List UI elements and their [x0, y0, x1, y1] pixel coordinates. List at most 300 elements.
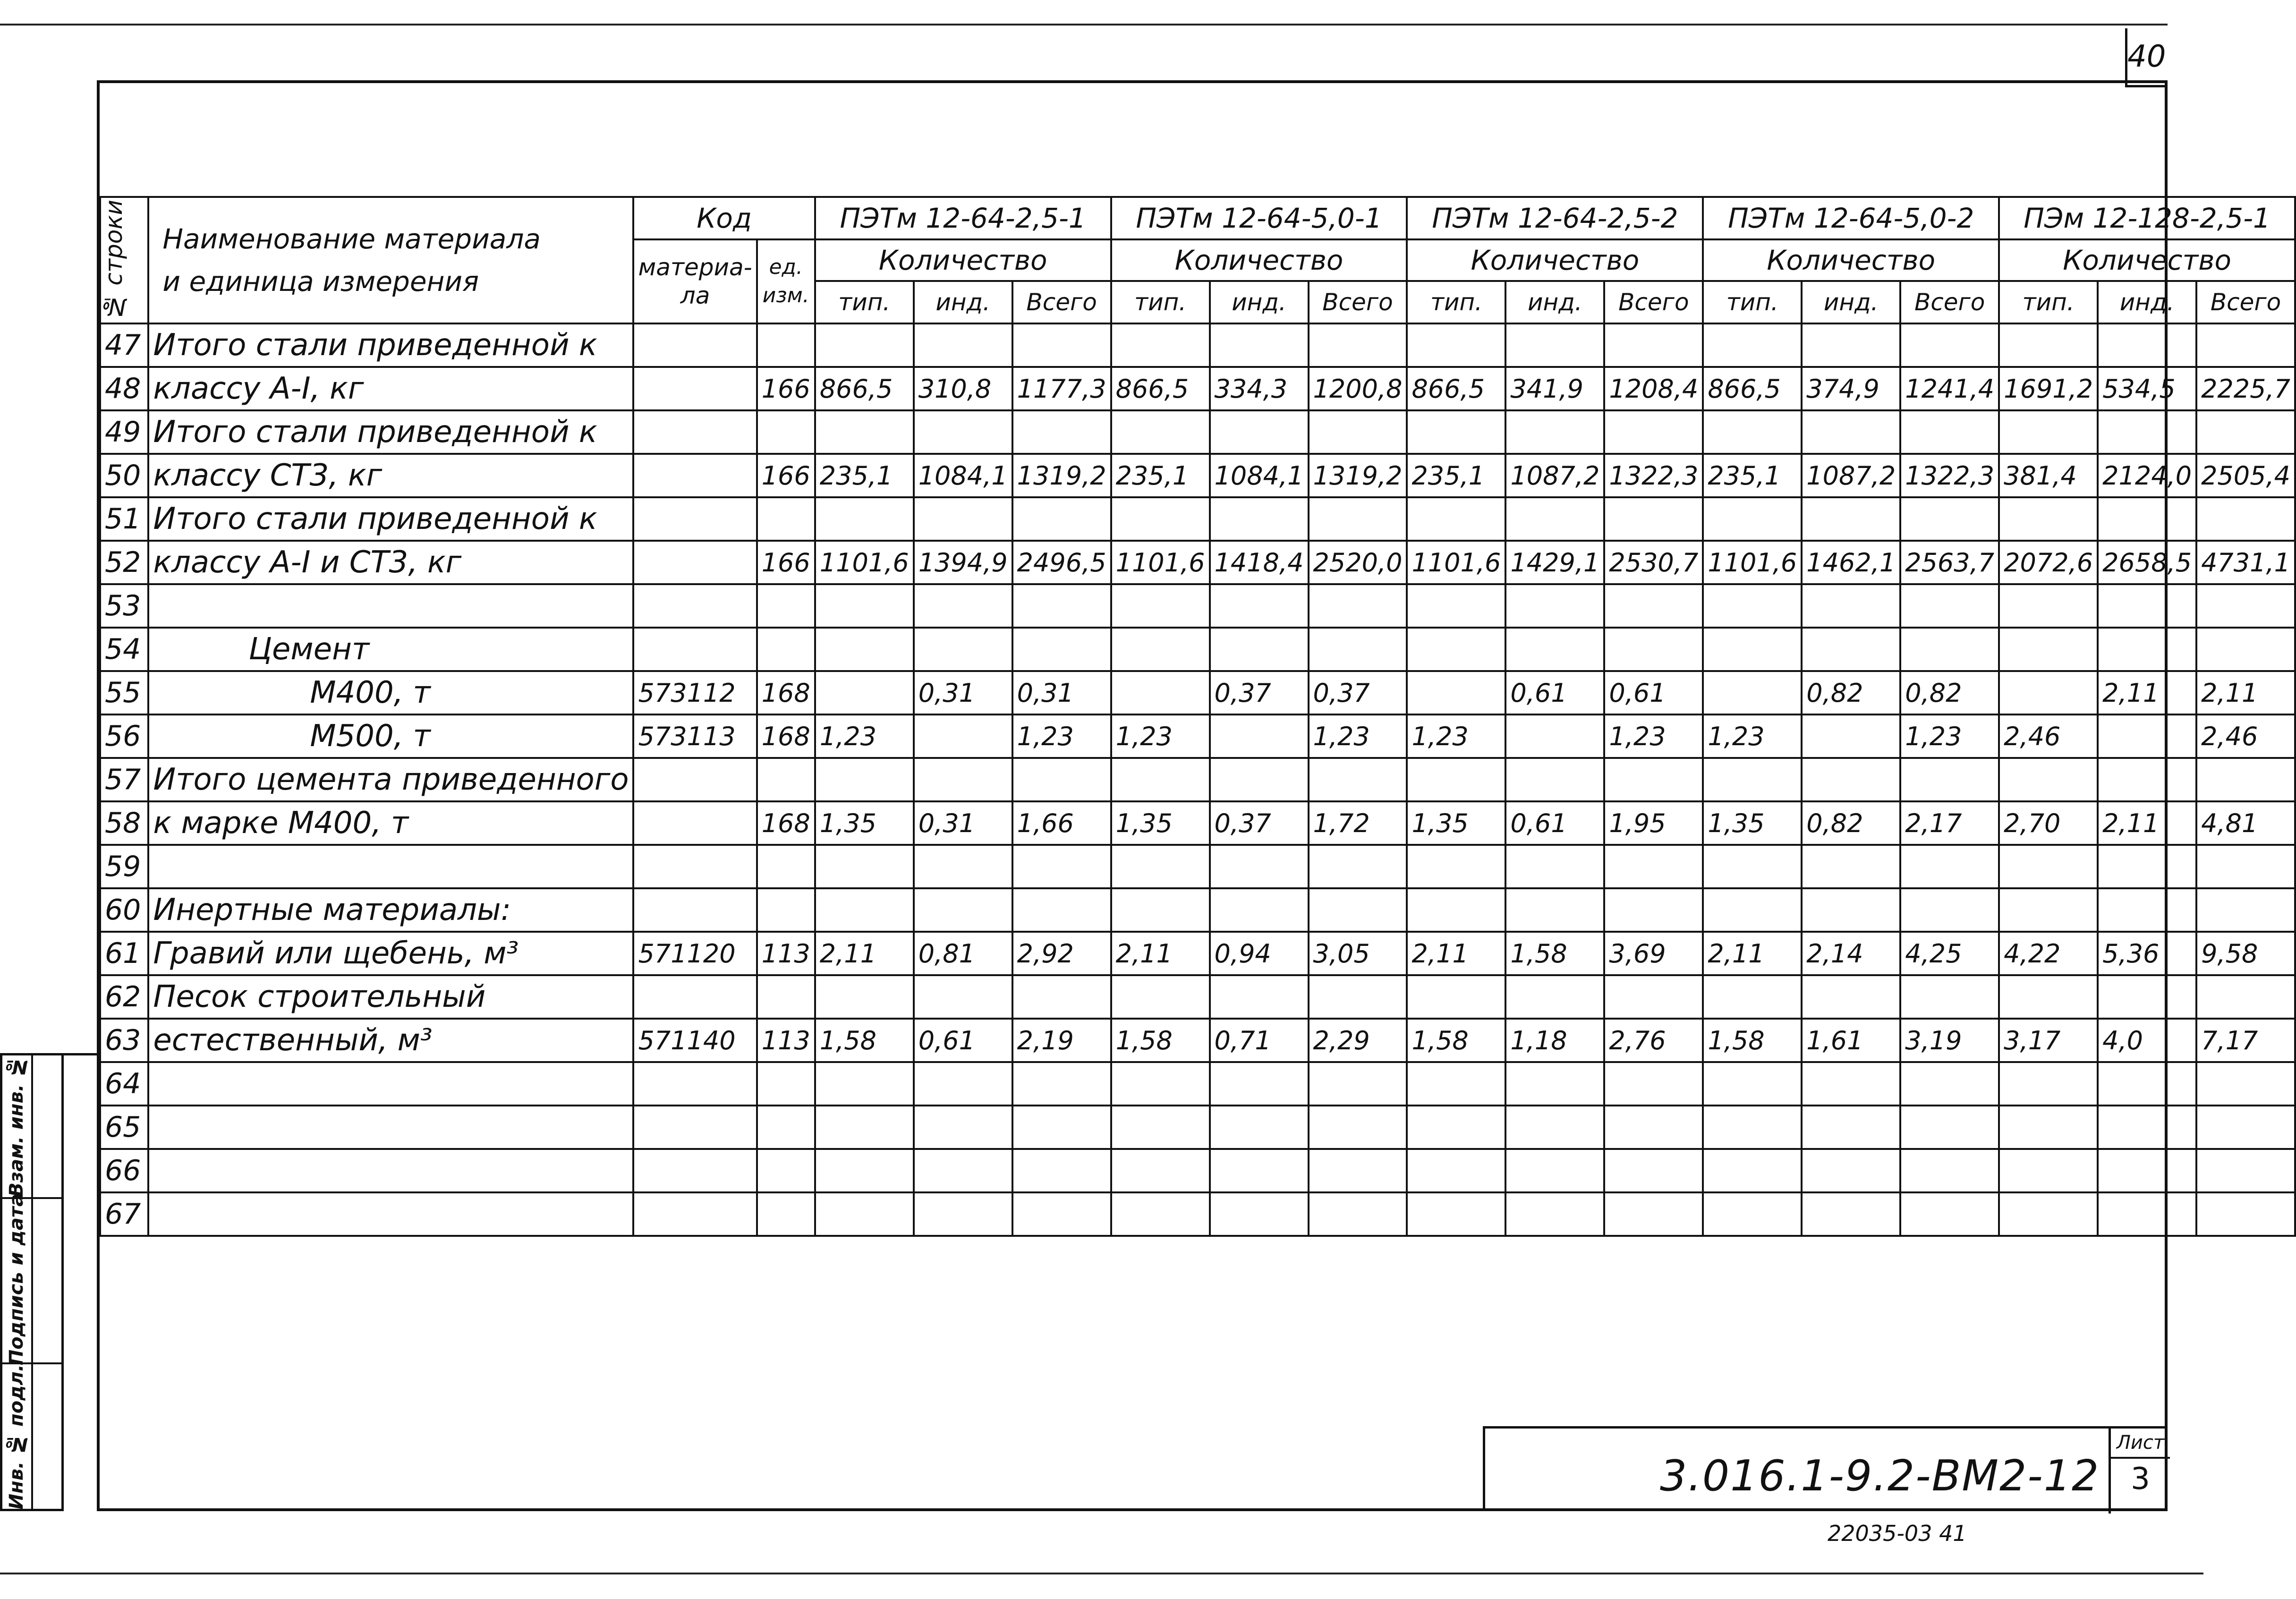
quantity-cell [1407, 758, 1505, 801]
table-row [100, 628, 2295, 671]
material-name [148, 584, 633, 628]
unit-code [757, 410, 815, 454]
quantity-cell: 2,11 [815, 932, 914, 975]
group-header-2: ПЭТм 12-64-5,0-1 [1111, 197, 1407, 239]
sub-header-total: Всего [1309, 281, 1407, 323]
quantity-cell [1210, 1106, 1309, 1149]
material-code [633, 758, 757, 801]
quantity-cell [914, 888, 1012, 932]
group-header-1: ПЭТм 12-64-2,5-1 [815, 197, 1111, 239]
quantity-cell: 1,58 [1505, 932, 1604, 975]
quantity-cell: 1462,1 [1802, 541, 1900, 584]
quantity-cell: 2225,7 [2196, 367, 2295, 410]
quantity-cell: 1,23 [1111, 714, 1210, 758]
quantity-cell: 4,22 [1999, 932, 2098, 975]
quantity-cell [815, 584, 914, 628]
quantity-cell [1802, 1149, 1900, 1192]
quantity-cell [2098, 845, 2196, 888]
quantity-cell [1802, 1106, 1900, 1149]
material-name: Инертные материалы: [148, 888, 633, 932]
material-name: Цемент [148, 628, 633, 671]
quantity-header-4: Количество [1703, 239, 1999, 281]
material-code [633, 628, 757, 671]
quantity-cell [1505, 323, 1604, 367]
quantity-cell [1999, 323, 2098, 367]
quantity-cell: 1084,1 [1210, 454, 1309, 497]
table-body [100, 323, 2295, 1236]
quantity-cell [1111, 1062, 1210, 1106]
table-row [100, 1019, 2295, 1062]
quantity-cell [1999, 497, 2098, 541]
material-name: Итого стали приведенной к [148, 323, 633, 367]
quantity-cell: 1101,6 [815, 541, 914, 584]
quantity-cell [1210, 758, 1309, 801]
quantity-cell [1999, 888, 2098, 932]
row-number: 52 [100, 541, 148, 584]
row-number: 56 [100, 714, 148, 758]
quantity-cell [2098, 323, 2196, 367]
quantity-cell [1999, 845, 2098, 888]
archive-number: 22035-03 41 [1828, 1521, 1967, 1546]
quantity-cell: 2,14 [1802, 932, 1900, 975]
quantity-cell: 1,23 [1900, 714, 1999, 758]
quantity-cell: 1200,8 [1309, 367, 1407, 410]
row-number: 67 [100, 1192, 148, 1236]
quantity-cell [1604, 1149, 1703, 1192]
quantity-cell: 1087,2 [1505, 454, 1604, 497]
quantity-cell [914, 975, 1012, 1019]
quantity-cell [2098, 714, 2196, 758]
quantity-cell [1802, 975, 1900, 1019]
quantity-cell [815, 1106, 914, 1149]
quantity-cell: 1418,4 [1210, 541, 1309, 584]
quantity-cell: 2,11 [1111, 932, 1210, 975]
quantity-cell: 866,5 [815, 367, 914, 410]
table-row [100, 714, 2295, 758]
table-row [100, 541, 2295, 584]
quantity-cell [1407, 410, 1505, 454]
material-name: классу А-I и СТ3, кг [148, 541, 633, 584]
quantity-cell [1309, 628, 1407, 671]
sub-header-typ: тип. [1111, 281, 1210, 323]
quantity-cell [1604, 584, 1703, 628]
quantity-cell [1111, 888, 1210, 932]
quantity-cell: 1241,4 [1900, 367, 1999, 410]
unit-code [757, 628, 815, 671]
quantity-cell [815, 975, 914, 1019]
quantity-cell [914, 323, 1012, 367]
material-name: М400, т [148, 671, 633, 714]
material-name: классу СТ3, кг [148, 454, 633, 497]
quantity-cell [1505, 584, 1604, 628]
row-number: 47 [100, 323, 148, 367]
quantity-cell: 1,23 [1604, 714, 1703, 758]
quantity-cell [1309, 1149, 1407, 1192]
quantity-cell [1309, 410, 1407, 454]
quantity-cell [1111, 1192, 1210, 1236]
quantity-cell [914, 845, 1012, 888]
quantity-cell: 1084,1 [914, 454, 1012, 497]
unit-code: 113 [757, 932, 815, 975]
quantity-cell: 2,46 [2196, 714, 2295, 758]
quantity-cell [1407, 671, 1505, 714]
quantity-cell: 1101,6 [1407, 541, 1505, 584]
title-block [1483, 1426, 2168, 1511]
quantity-cell [2196, 497, 2295, 541]
quantity-cell [1802, 323, 1900, 367]
quantity-cell: 1,61 [1802, 1019, 1900, 1062]
quantity-cell [1210, 975, 1309, 1019]
quantity-cell [1604, 975, 1703, 1019]
unit-code: 168 [757, 714, 815, 758]
quantity-cell [2196, 845, 2295, 888]
material-code: 571120 [633, 932, 757, 975]
row-number: 59 [100, 845, 148, 888]
quantity-cell [1802, 845, 1900, 888]
quantity-cell [1111, 410, 1210, 454]
sheet-value: 3 [2131, 1462, 2150, 1497]
quantity-cell [1900, 497, 1999, 541]
unit-code [757, 845, 815, 888]
code-material-header: материа-ла [633, 239, 757, 323]
material-code [633, 541, 757, 584]
unit-code: 166 [757, 367, 815, 410]
quantity-header-2: Количество [1111, 239, 1407, 281]
sub-header-total: Всего [1900, 281, 1999, 323]
quantity-cell: 1,66 [1012, 801, 1111, 845]
quantity-cell [1407, 323, 1505, 367]
table-row [100, 1062, 2295, 1106]
quantity-cell: 1,35 [815, 801, 914, 845]
unit-code [757, 975, 815, 1019]
top-border-line [0, 24, 2168, 26]
quantity-cell: 1,23 [1309, 714, 1407, 758]
document-code: 3.016.1-9.2-ВМ2-12 [1660, 1451, 2100, 1501]
quantity-cell [1703, 497, 1802, 541]
unit-code [757, 497, 815, 541]
material-name [148, 1106, 633, 1149]
quantity-cell [815, 410, 914, 454]
quantity-cell [1604, 1192, 1703, 1236]
quantity-cell: 2,11 [2196, 671, 2295, 714]
material-code [633, 323, 757, 367]
quantity-cell [1210, 410, 1309, 454]
material-code [633, 454, 757, 497]
table-row [100, 1192, 2295, 1236]
quantity-cell: 235,1 [1407, 454, 1505, 497]
quantity-cell [1703, 888, 1802, 932]
material-code: 573112 [633, 671, 757, 714]
quantity-cell [1309, 1062, 1407, 1106]
quantity-cell [2196, 584, 2295, 628]
material-name: Итого цемента приведенного [148, 758, 633, 801]
code-unit-header: ед. изм. [757, 239, 815, 323]
quantity-cell [1210, 888, 1309, 932]
sub-header-total: Всего [1012, 281, 1111, 323]
quantity-cell [1703, 584, 1802, 628]
quantity-cell [1999, 628, 2098, 671]
quantity-cell: 3,05 [1309, 932, 1407, 975]
quantity-cell: 0,37 [1210, 801, 1309, 845]
material-name [148, 1192, 633, 1236]
quantity-cell [815, 497, 914, 541]
quantity-cell [815, 1192, 914, 1236]
quantity-cell [1900, 410, 1999, 454]
row-number: 65 [100, 1106, 148, 1149]
sub-header-typ: тип. [815, 281, 914, 323]
table-row [100, 671, 2295, 714]
quantity-cell [1604, 323, 1703, 367]
quantity-cell: 1,58 [1407, 1019, 1505, 1062]
table-row [100, 888, 2295, 932]
row-number: 66 [100, 1149, 148, 1192]
row-number: 64 [100, 1062, 148, 1106]
unit-code [757, 1062, 815, 1106]
quantity-cell [1802, 888, 1900, 932]
quantity-cell [1505, 628, 1604, 671]
quantity-cell: 1691,2 [1999, 367, 2098, 410]
quantity-cell [1900, 323, 1999, 367]
material-code [633, 410, 757, 454]
quantity-cell [1309, 1106, 1407, 1149]
material-code [633, 975, 757, 1019]
quantity-cell [2196, 1106, 2295, 1149]
quantity-cell [1012, 410, 1111, 454]
quantity-cell [1604, 410, 1703, 454]
quantity-cell [815, 1062, 914, 1106]
quantity-cell [1999, 671, 2098, 714]
quantity-cell [1012, 845, 1111, 888]
quantity-cell [2196, 1149, 2295, 1192]
quantity-cell [1111, 1106, 1210, 1149]
quantity-cell [914, 628, 1012, 671]
quantity-cell [1210, 323, 1309, 367]
unit-code [757, 1106, 815, 1149]
sub-header-typ: тип. [1999, 281, 2098, 323]
quantity-cell: 1,58 [1111, 1019, 1210, 1062]
unit-code [757, 323, 815, 367]
row-number: 53 [100, 584, 148, 628]
quantity-cell: 3,69 [1604, 932, 1703, 975]
quantity-cell [2098, 1062, 2196, 1106]
material-code [633, 888, 757, 932]
side-cell-signature [2, 1194, 31, 1366]
quantity-cell: 534,5 [2098, 367, 2196, 410]
quantity-cell [1703, 671, 1802, 714]
table-row [100, 845, 2295, 888]
material-code [633, 1062, 757, 1106]
quantity-cell: 866,5 [1703, 367, 1802, 410]
sub-header-ind: инд. [914, 281, 1012, 323]
material-name [148, 1149, 633, 1192]
quantity-cell: 2,29 [1309, 1019, 1407, 1062]
quantity-cell [2196, 1062, 2295, 1106]
quantity-header-1: Количество [815, 239, 1111, 281]
quantity-cell [1900, 1106, 1999, 1149]
quantity-cell: 1,95 [1604, 801, 1703, 845]
quantity-cell [1012, 1062, 1111, 1106]
quantity-cell: 2,70 [1999, 801, 2098, 845]
quantity-cell: 0,61 [1505, 801, 1604, 845]
quantity-cell [1012, 1192, 1111, 1236]
quantity-cell [1111, 671, 1210, 714]
side-label: Подпись и дата [6, 1194, 28, 1366]
quantity-cell: 866,5 [1407, 367, 1505, 410]
quantity-cell: 381,4 [1999, 454, 2098, 497]
material-code [633, 1149, 757, 1192]
quantity-cell [1111, 1149, 1210, 1192]
quantity-cell: 2530,7 [1604, 541, 1703, 584]
quantity-cell: 0,31 [1012, 671, 1111, 714]
quantity-header-5: Количество [1999, 239, 2295, 281]
quantity-cell [2098, 410, 2196, 454]
table-row [100, 410, 2295, 454]
quantity-cell [1802, 628, 1900, 671]
quantity-cell: 4,25 [1900, 932, 1999, 975]
sub-header-ind: инд. [1505, 281, 1604, 323]
side-value-cell [33, 1055, 62, 1199]
quantity-cell [1210, 497, 1309, 541]
quantity-cell [1900, 888, 1999, 932]
row-number: 49 [100, 410, 148, 454]
quantity-cell [1900, 975, 1999, 1019]
quantity-cell: 2,11 [2098, 801, 2196, 845]
quantity-cell [1407, 1149, 1505, 1192]
quantity-cell [1604, 845, 1703, 888]
quantity-cell [1012, 888, 1111, 932]
code-group-header: Код [633, 197, 815, 239]
quantity-cell: 2496,5 [1012, 541, 1111, 584]
quantity-cell [1703, 1192, 1802, 1236]
quantity-cell [1309, 1192, 1407, 1236]
quantity-cell: 1,35 [1407, 801, 1505, 845]
quantity-cell [2098, 584, 2196, 628]
quantity-cell: 1319,2 [1309, 454, 1407, 497]
quantity-cell [2196, 410, 2295, 454]
quantity-cell [1407, 1192, 1505, 1236]
row-number: 50 [100, 454, 148, 497]
quantity-cell: 1101,6 [1703, 541, 1802, 584]
unit-code [757, 1149, 815, 1192]
side-stamp-strip [0, 1053, 64, 1511]
quantity-cell: 341,9 [1505, 367, 1604, 410]
quantity-cell [1505, 758, 1604, 801]
row-number: 62 [100, 975, 148, 1019]
side-value-column [33, 1055, 62, 1509]
quantity-cell [1012, 628, 1111, 671]
quantity-cell [1802, 758, 1900, 801]
quantity-cell [1802, 584, 1900, 628]
quantity-cell: 235,1 [815, 454, 914, 497]
quantity-cell: 1087,2 [1802, 454, 1900, 497]
quantity-cell: 1,23 [1703, 714, 1802, 758]
quantity-cell [1309, 497, 1407, 541]
quantity-cell [1703, 845, 1802, 888]
quantity-cell: 1177,3 [1012, 367, 1111, 410]
quantity-cell: 1322,3 [1604, 454, 1703, 497]
material-name [148, 845, 633, 888]
material-code [633, 497, 757, 541]
quantity-cell [1111, 497, 1210, 541]
quantity-cell [1703, 1062, 1802, 1106]
table-row [100, 801, 2295, 845]
quantity-cell: 2563,7 [1900, 541, 1999, 584]
quantity-cell [1012, 584, 1111, 628]
quantity-cell: 4,81 [2196, 801, 2295, 845]
quantity-cell: 0,37 [1309, 671, 1407, 714]
quantity-cell: 2,46 [1999, 714, 2098, 758]
group-header-3: ПЭТм 12-64-2,5-2 [1407, 197, 1703, 239]
quantity-cell [1802, 497, 1900, 541]
quantity-cell [1407, 584, 1505, 628]
quantity-cell [2098, 497, 2196, 541]
quantity-cell [2098, 628, 2196, 671]
quantity-cell: 2,92 [1012, 932, 1111, 975]
unit-code: 168 [757, 801, 815, 845]
quantity-cell [1407, 628, 1505, 671]
quantity-cell [2196, 888, 2295, 932]
row-number: 54 [100, 628, 148, 671]
row-number: 63 [100, 1019, 148, 1062]
sheet-box [2109, 1429, 2170, 1514]
material-name [148, 1062, 633, 1106]
quantity-cell [1604, 888, 1703, 932]
quantity-cell [1703, 323, 1802, 367]
quantity-cell [1999, 1192, 2098, 1236]
quantity-cell [1604, 497, 1703, 541]
quantity-cell [914, 497, 1012, 541]
quantity-cell [1309, 584, 1407, 628]
material-code [633, 801, 757, 845]
quantity-cell [2098, 975, 2196, 1019]
quantity-cell [1505, 845, 1604, 888]
material-name: классу А-I, кг [148, 367, 633, 410]
quantity-cell [1012, 497, 1111, 541]
quantity-cell: 1,18 [1505, 1019, 1604, 1062]
quantity-cell [1999, 410, 2098, 454]
quantity-cell: 3,17 [1999, 1019, 2098, 1062]
row-number: 57 [100, 758, 148, 801]
quantity-cell [1111, 975, 1210, 1019]
quantity-cell [815, 758, 914, 801]
quantity-cell [1505, 1062, 1604, 1106]
quantity-cell [2098, 758, 2196, 801]
material-name: к марке М400, т [148, 801, 633, 845]
quantity-cell [2098, 888, 2196, 932]
quantity-cell [1900, 628, 1999, 671]
quantity-cell [914, 410, 1012, 454]
material-code [633, 584, 757, 628]
quantity-cell: 2,11 [1703, 932, 1802, 975]
quantity-cell [2196, 1192, 2295, 1236]
quantity-cell [1111, 323, 1210, 367]
quantity-cell [1210, 1062, 1309, 1106]
quantity-cell [1407, 1106, 1505, 1149]
quantity-cell: 0,94 [1210, 932, 1309, 975]
quantity-cell [1012, 758, 1111, 801]
row-number: 55 [100, 671, 148, 714]
quantity-cell: 0,71 [1210, 1019, 1309, 1062]
quantity-cell [1703, 1106, 1802, 1149]
side-cell-replacement [2, 1055, 31, 1199]
quantity-cell: 2505,4 [2196, 454, 2295, 497]
quantity-cell [1999, 1062, 2098, 1106]
quantity-cell: 1101,6 [1111, 541, 1210, 584]
quantity-cell: 1,23 [1012, 714, 1111, 758]
quantity-cell [1012, 975, 1111, 1019]
quantity-cell [1999, 758, 2098, 801]
quantity-cell [914, 714, 1012, 758]
